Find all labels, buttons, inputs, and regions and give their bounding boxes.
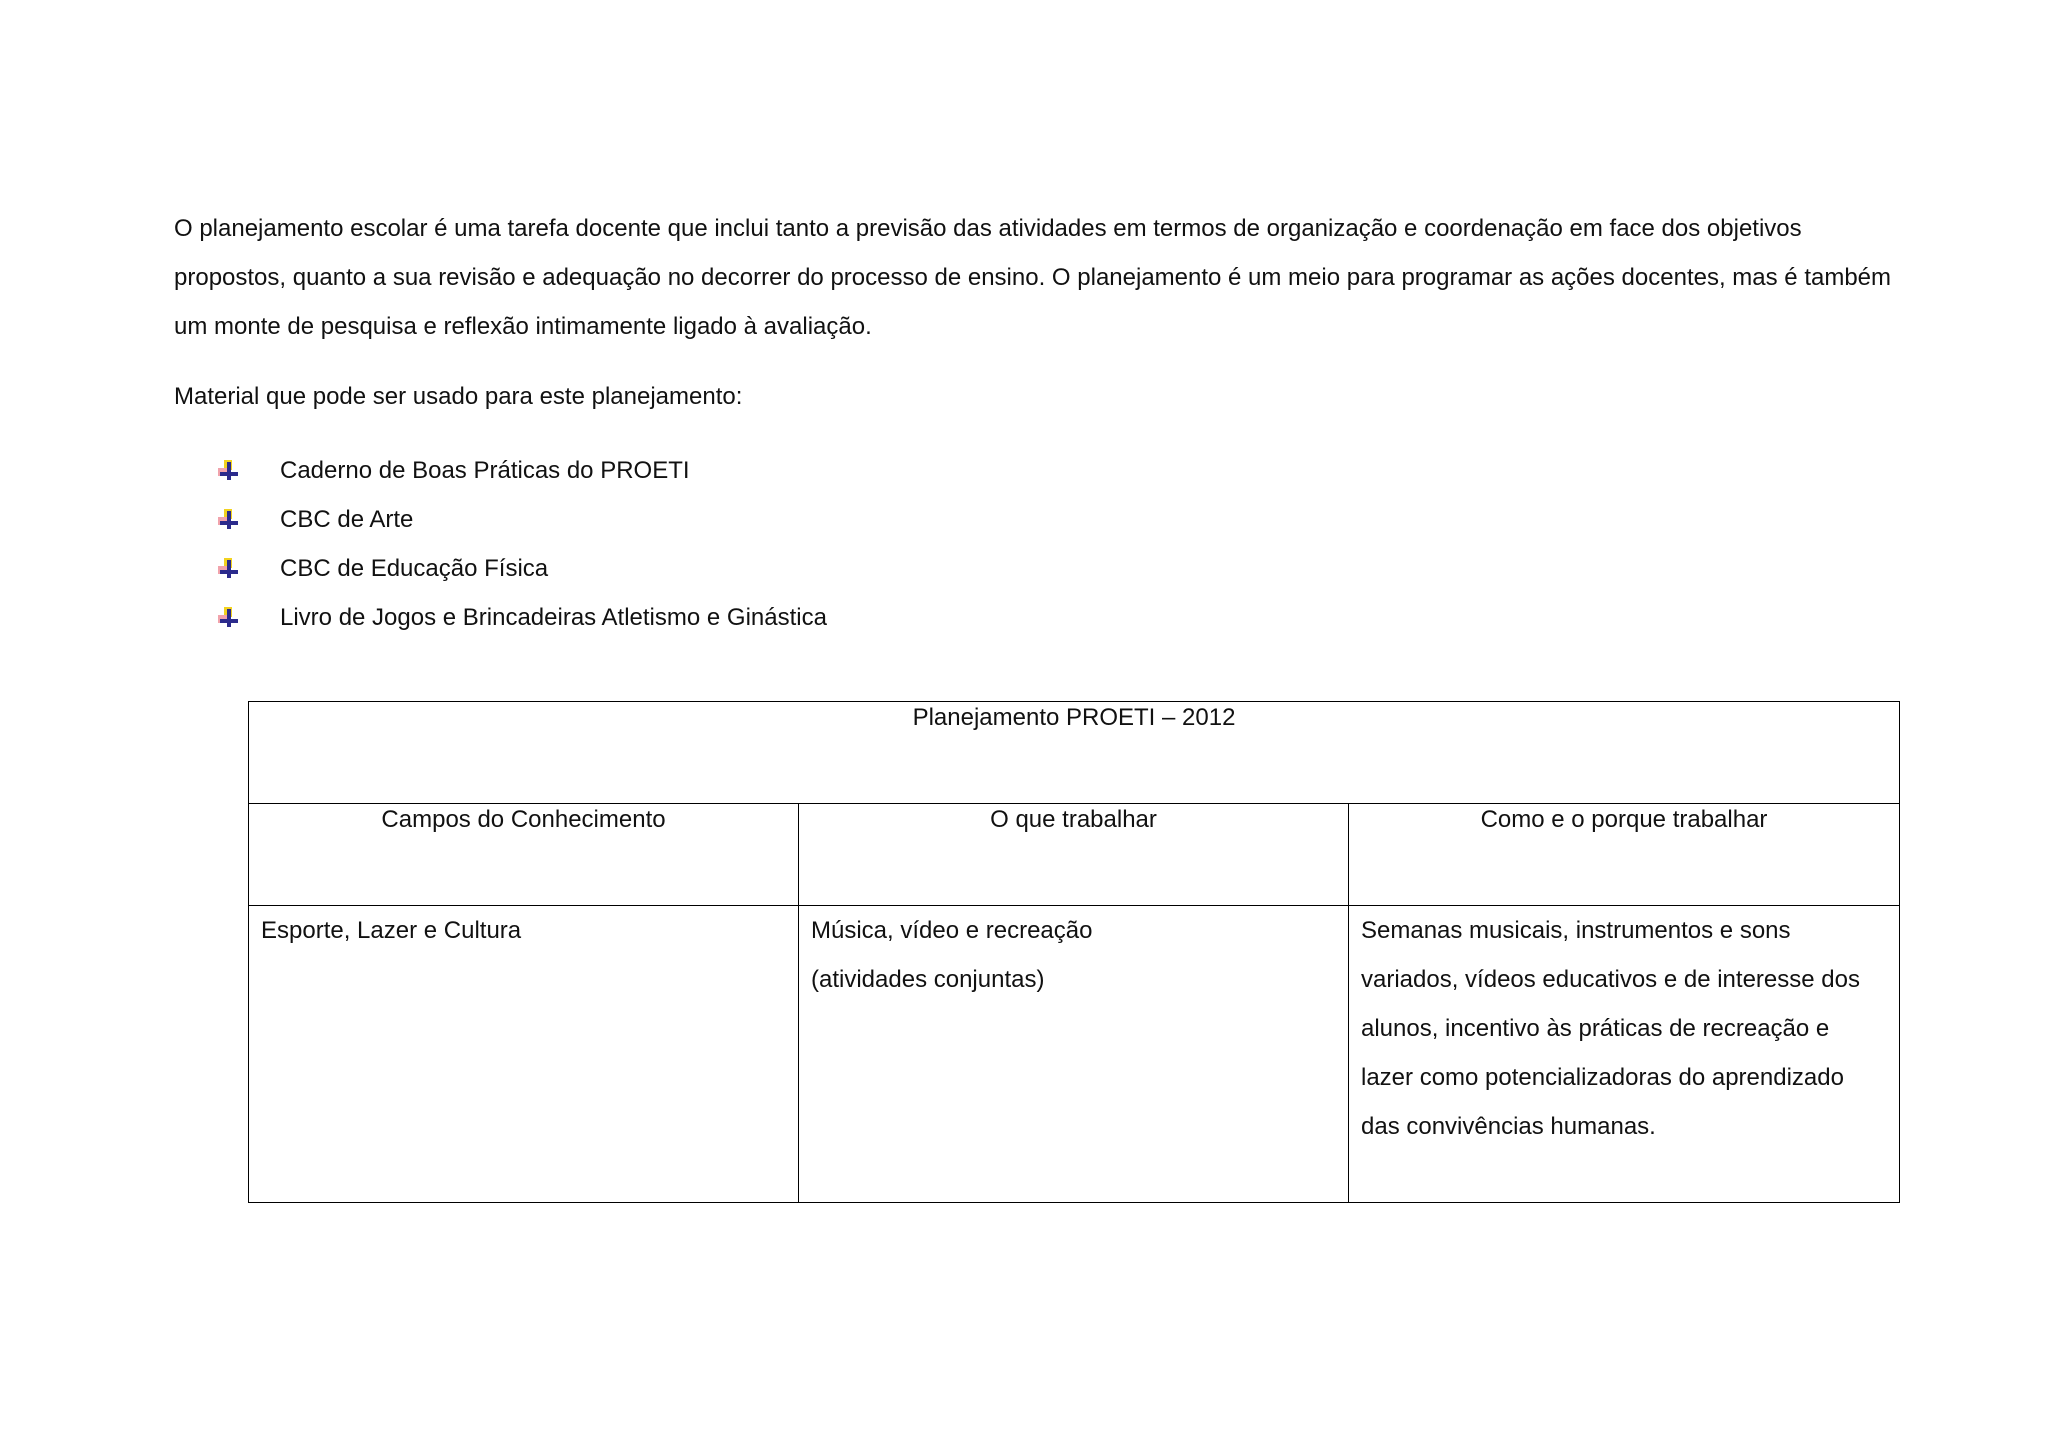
arrow-bullet-icon — [218, 460, 240, 482]
list-item-text: Livro de Jogos e Brincadeiras Atletismo e Ginástica — [280, 604, 827, 631]
cell-text: variados, vídeos educativos e de interesse dos — [1361, 966, 1860, 993]
arrow-bullet-icon — [218, 509, 240, 531]
list-item — [218, 544, 827, 593]
intro-paragraph: O planejamento escolar é uma tarefa docente que inclui tanto a previsão das atividades em termos de organização e coordenação em face dos objetivos propostos, quanto a sua revisão e adequação no decorrer do processo de ensino. O planejamento é um meio para programar as ações docentes, mas é também um monte de pesquisa e reflexão intimamente ligado à avaliação. — [174, 215, 1892, 340]
cell-text: (atividades conjuntas) — [811, 966, 1045, 993]
cell-text: das convivências humanas. — [1361, 1113, 1656, 1140]
list-item — [218, 593, 827, 642]
cell-text: Esporte, Lazer e Cultura — [261, 917, 522, 944]
cell-text: Música, vídeo e recreação — [811, 917, 1093, 944]
header-o-que: O que trabalhar — [799, 804, 1349, 906]
cell-text: lazer como potencializadoras do aprendizado — [1361, 1064, 1844, 1091]
cell-o-que — [799, 906, 1349, 1203]
arrow-bullet-icon — [218, 558, 240, 580]
cell-como — [1349, 906, 1900, 1203]
table-header-row — [249, 804, 1900, 906]
list-item-text: CBC de Arte — [280, 506, 414, 533]
cell-campo — [249, 906, 799, 1203]
table-row — [249, 906, 1900, 1203]
cell-text: Semanas musicais, instrumentos e sons — [1361, 917, 1791, 944]
cell-text: alunos, incentivo às práticas de recreação e — [1361, 1015, 1830, 1042]
list-item-text: CBC de Educação Física — [280, 555, 549, 582]
material-list — [218, 446, 827, 642]
planning-table — [248, 701, 1900, 1203]
list-item-text: Caderno de Boas Práticas do PROETI — [280, 457, 690, 484]
table-title: Planejamento PROETI – 2012 — [249, 702, 1900, 804]
list-item — [218, 495, 827, 544]
material-label: Material que pode ser usado para este planejamento: — [174, 383, 743, 410]
list-item — [218, 446, 827, 495]
arrow-bullet-icon — [218, 607, 240, 629]
header-campos: Campos do Conhecimento — [249, 804, 799, 906]
table-title-row — [249, 702, 1900, 804]
header-como: Como e o porque trabalhar — [1349, 804, 1900, 906]
